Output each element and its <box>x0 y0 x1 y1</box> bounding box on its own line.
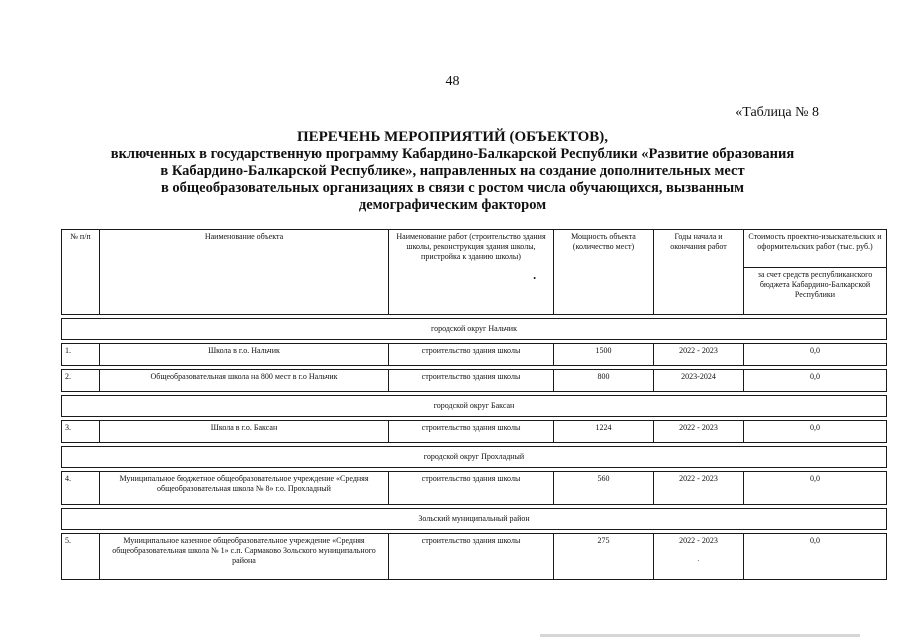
row-capacity: 1500 <box>554 344 654 366</box>
header-num: № п/п <box>62 230 100 315</box>
header-name: Наименование объекта <box>100 230 389 315</box>
row-works: строительство здания школы <box>389 344 554 366</box>
scan-artifact <box>540 634 860 637</box>
row-cost: 0,0 <box>744 370 887 392</box>
header-years <box>654 230 744 315</box>
district-name: Зольский муниципальный район <box>62 509 887 530</box>
table-row <box>62 534 887 580</box>
header-years-text: Годы начала и окончания работ <box>670 232 727 251</box>
row-years: 2022 - 2023 <box>654 472 744 505</box>
row-cost: 0,0 <box>744 534 887 580</box>
district-name: городской округ Баксан <box>62 396 887 417</box>
row-years: 2023-2024 <box>654 370 744 392</box>
title-main: ПЕРЕЧЕНЬ МЕРОПРИЯТИЙ (ОБЪЕКТОВ), <box>296 129 609 145</box>
table-label: «Таблица № 8 <box>735 105 819 120</box>
document-title <box>60 129 845 214</box>
row-object-name: Муниципальное бюджетное общеобразовательное учреждение «Средняя общеобразовательная школа № 8» г.о. Прохладный <box>100 472 389 505</box>
row-years: 2022 - 2023 <box>654 344 744 366</box>
title-line: демографическим фактором <box>358 197 547 213</box>
district-name: городской округ Нальчик <box>62 319 887 340</box>
table-header-row <box>62 230 887 268</box>
district-name: городской округ Прохладный <box>62 447 887 468</box>
row-object-name: Школа в г.о. Нальчик <box>100 344 389 366</box>
row-works: строительство здания школы <box>389 472 554 505</box>
table-row <box>62 370 887 392</box>
title-line: в общеобразовательных организациях в связи с ростом числа обучающихся, вызванным <box>160 180 745 196</box>
district-row <box>62 509 887 530</box>
row-capacity: 275 <box>554 534 654 580</box>
row-cost: 0,0 <box>744 472 887 505</box>
row-works: строительство здания школы <box>389 370 554 392</box>
measures-table <box>61 229 887 580</box>
row-object-name: Муниципальное казенное общеобразовательное учреждение «Средняя общеобразовательная школа № 1» с.п. Сармаково Зольского муниципального района <box>100 534 389 580</box>
row-num: 5. <box>62 534 100 580</box>
page-number: 48 <box>445 74 460 89</box>
table-row <box>62 421 887 443</box>
row-capacity: 560 <box>554 472 654 505</box>
header-capacity: Мощность объекта (количество мест) <box>554 230 654 315</box>
table-row <box>62 344 887 366</box>
district-row <box>62 319 887 340</box>
scan-mark: ` <box>697 559 700 567</box>
row-works: строительство здания школы <box>389 534 554 580</box>
row-cost: 0,0 <box>744 421 887 443</box>
district-row <box>62 396 887 417</box>
row-object-name: Общеобразовательная школа на 800 мест в г.о Нальчик <box>100 370 389 392</box>
header-works-text: Наименование работ (строительство здания школы, реконструкция здания школы, пристройка к зданию школы) <box>396 232 546 261</box>
row-num: 3. <box>62 421 100 443</box>
row-years <box>654 534 744 580</box>
row-capacity: 800 <box>554 370 654 392</box>
row-years-text: 2022 - 2023 <box>679 536 718 545</box>
table-row <box>62 472 887 505</box>
header-works <box>389 230 554 315</box>
header-cost-sub: за счет средств республиканского бюджета Кабардино-Балкарской Республики <box>744 268 887 315</box>
header-cost: Стоимость проектно-изыскательских и оформительских работ (тыс. руб.) <box>744 230 887 268</box>
row-works: строительство здания школы <box>389 421 554 443</box>
title-line: включенных в государственную программу Кабардино-Балкарской Республики «Развитие образования <box>110 146 795 162</box>
row-cost: 0,0 <box>744 344 887 366</box>
title-line: в Кабардино-Балкарской Республике», направленных на создание дополнительных мест <box>160 163 745 179</box>
row-years: 2022 - 2023 <box>654 421 744 443</box>
row-object-name: Школа в г.о. Баксан <box>100 421 389 443</box>
row-num: 4. <box>62 472 100 505</box>
row-capacity: 1224 <box>554 421 654 443</box>
district-row <box>62 447 887 468</box>
scan-mark: • <box>533 274 536 283</box>
row-num: 1. <box>62 344 100 366</box>
row-num: 2. <box>62 370 100 392</box>
